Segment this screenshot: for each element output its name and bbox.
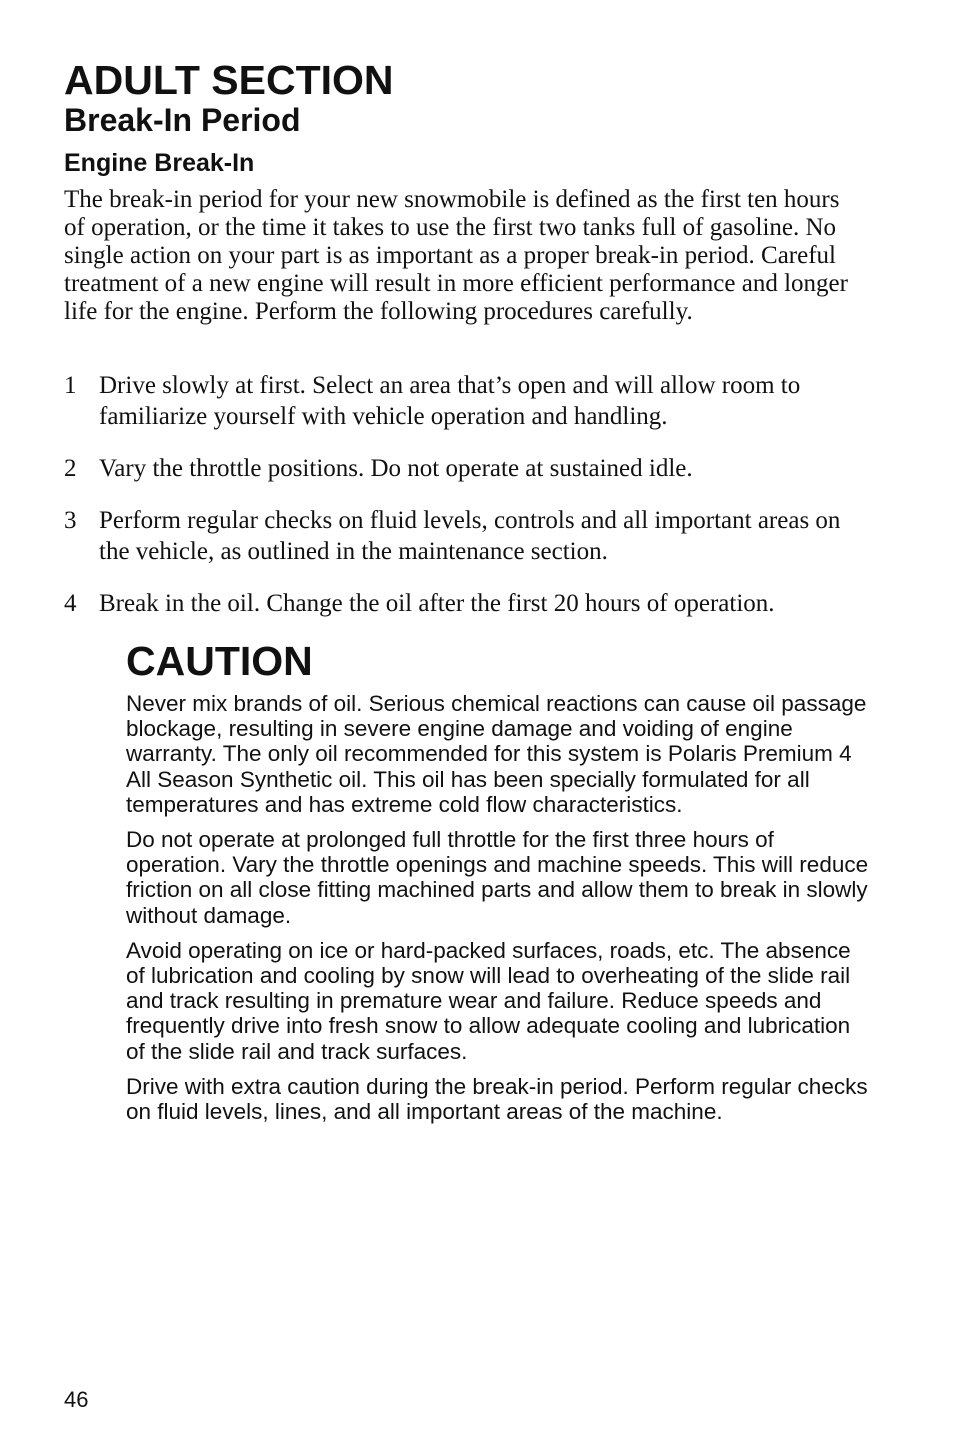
procedure-list [64, 370, 874, 640]
intro-paragraph: The break-in period for your new snowmobile is defined as the first ten hours of operation, or the time it takes to use the first two tanks full of gasoline. No single action on your part is as important as a proper break-in period. Careful treatment of a new engine will result in more efficient performance and longer life for the engine. Perform the following procedures carefully. [64, 186, 848, 325]
caution-paragraph: Never mix brands of oil. Serious chemical reactions can cause oil passage blockage, resulting in severe engine damage and voiding of engine warranty. The only oil recommended for this system is Polaris Premium 4 All Season Synthetic oil. This oil has been specially formulated for all temperatures and has extreme cold flow characteristics. [126, 691, 867, 817]
procedure-step [64, 505, 874, 567]
step-number: 1 [64, 372, 77, 399]
step-number: 3 [64, 507, 77, 534]
step-text: Drive slowly at first. Select an area that’s open and will allow room to familiarize yourself with vehicle operation and handling. [99, 372, 801, 430]
procedure-step [64, 453, 874, 484]
step-number: 2 [64, 455, 77, 482]
page-number: 46 [64, 1387, 89, 1412]
step-number: 4 [64, 590, 77, 617]
step-text: Vary the throttle positions. Do not operate at sustained idle. [99, 455, 693, 482]
procedure-step [64, 370, 874, 432]
caution-box [126, 691, 871, 1134]
caution-paragraph: Avoid operating on ice or hard-packed surfaces, roads, etc. The absence of lubrication and cooling by snow will lead to overheating of the slide rail and track resulting in premature wear and failure. Reduce speeds and frequently drive into fresh snow to allow adequate cooling and lubrication of the slide rail and track surfaces. [126, 937, 851, 1064]
subheading: Engine Break-In [64, 149, 255, 177]
section-title: ADULT SECTION [64, 57, 394, 103]
step-text: Break in the oil. Change the oil after the first 20 hours of operation. [99, 590, 775, 617]
step-text: Perform regular checks on fluid levels, controls and all important areas on the vehicle, as outlined in the maintenance section. [99, 507, 841, 565]
page-heading: Break-In Period [64, 102, 301, 138]
caution-title: CAUTION [126, 638, 313, 684]
procedure-step [64, 588, 874, 619]
caution-paragraph: Do not operate at prolonged full throttle for the first three hours of operation. Vary the throttle openings and machine speeds. This will reduce friction on all close fitting machined parts and allow them to break in slowly without damage. [126, 827, 869, 928]
caution-paragraph: Drive with extra caution during the break-in period. Perform regular checks on fluid levels, lines, and all important areas of the machine. [126, 1073, 868, 1125]
